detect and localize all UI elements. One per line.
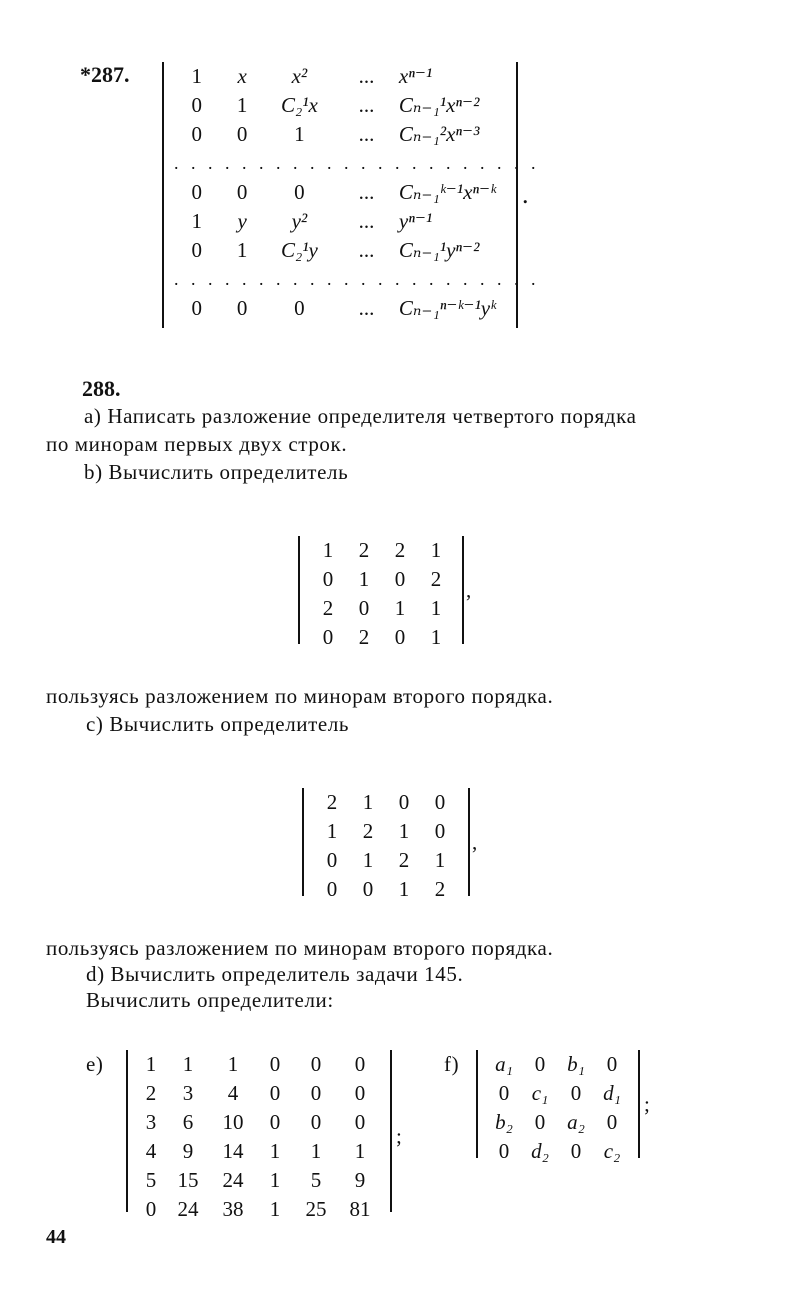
matrix-cell: 1 <box>394 596 406 620</box>
matrix-cell: a₂ <box>567 1110 585 1134</box>
matrix-row <box>174 62 540 91</box>
matrix-row <box>314 875 458 904</box>
matrix-cell: 1 <box>191 209 202 233</box>
matrix-cell: 1 <box>236 93 248 117</box>
matrix-cell: 1 <box>269 1168 281 1192</box>
matrix-cell: C₂¹y <box>280 238 318 262</box>
matrix-cell: 1 <box>398 819 410 843</box>
matrix-cell: 1 <box>398 877 410 901</box>
matrix-cell: 1 <box>294 122 305 146</box>
problem-287-number: *287. <box>80 62 130 87</box>
matrix-cell: ... <box>358 64 375 88</box>
matrix-row <box>174 207 540 236</box>
matrix-cell: 1 <box>269 1139 281 1163</box>
ellipsis-row: . . . . . . . . . . . . . . . . . . . . . . <box>174 153 540 173</box>
matrix-cell: 0 <box>394 625 406 649</box>
matrix-cell: C₂¹x <box>280 93 318 117</box>
matrix-cell: 0 <box>498 1081 510 1105</box>
matrix-cell: 0 <box>354 1110 366 1134</box>
compute-line: Вычислить определители: <box>86 988 334 1012</box>
matrix-cell: 0 <box>191 180 202 204</box>
matrix-cell: 0 <box>269 1081 281 1105</box>
matrix-cell: 5 <box>310 1168 322 1192</box>
matrix-cell: 1 <box>362 848 374 872</box>
matrix-cell: y <box>237 209 247 233</box>
matrix-row <box>314 788 458 817</box>
part-e-determinant <box>126 1050 392 1221</box>
matrix-cell: 2 <box>434 877 446 901</box>
matrix-cell: 0 <box>322 625 334 649</box>
determinant-b-table <box>310 536 454 652</box>
matrix-cell: 0 <box>358 596 370 620</box>
matrix-cell: 0 <box>398 790 410 814</box>
matrix-cell: Cₙ₋₁ᵏ⁻¹xⁿ⁻ᵏ <box>398 180 497 204</box>
matrix-cell: 1 <box>362 790 374 814</box>
matrix-row <box>174 149 540 178</box>
matrix-cell: d₁ <box>603 1081 621 1105</box>
matrix-cell: 0 <box>570 1139 582 1163</box>
page-number: 44 <box>46 1226 66 1248</box>
part-c-comma: , <box>472 830 478 854</box>
matrix-cell: 0 <box>310 1110 322 1134</box>
matrix-cell: 2 <box>430 567 442 591</box>
matrix-row <box>136 1050 382 1079</box>
matrix-row <box>310 594 454 623</box>
matrix-cell: 0 <box>606 1052 618 1076</box>
matrix-cell: 0 <box>236 296 248 320</box>
matrix-cell: 9 <box>182 1139 194 1163</box>
matrix-cell: 0 <box>269 1052 281 1076</box>
matrix-cell: b₁ <box>567 1052 585 1076</box>
matrix-cell: 0 <box>191 296 202 320</box>
problem-288-number: 288. <box>82 376 121 401</box>
matrix-cell: 25 <box>305 1197 327 1221</box>
matrix-cell: 1 <box>430 625 442 649</box>
matrix-cell: 4 <box>227 1081 239 1105</box>
part-f-label: f) <box>444 1052 460 1076</box>
matrix-cell: 0 <box>570 1081 582 1105</box>
matrix-cell: 0 <box>269 1110 281 1134</box>
matrix-cell: Cₙ₋₁¹yⁿ⁻² <box>398 238 480 262</box>
matrix-cell: 38 <box>222 1197 244 1221</box>
matrix-cell: 2 <box>398 848 410 872</box>
matrix-cell: 0 <box>322 567 334 591</box>
matrix-cell: 2 <box>326 790 338 814</box>
matrix-row <box>136 1195 382 1224</box>
matrix-cell: c₁ <box>531 1081 549 1105</box>
matrix-cell: 0 <box>236 122 248 146</box>
matrix-cell: 0 <box>354 1052 366 1076</box>
matrix-row <box>136 1079 382 1108</box>
matrix-cell: 1 <box>434 848 446 872</box>
matrix-cell: 0 <box>294 180 305 204</box>
matrix-cell: 0 <box>191 238 202 262</box>
matrix-cell: 2 <box>362 819 374 843</box>
matrix-cell: 1 <box>236 238 248 262</box>
matrix-row <box>174 265 540 294</box>
matrix-cell: 2 <box>394 538 406 562</box>
matrix-cell: 1 <box>227 1052 239 1076</box>
matrix-cell: Cₙ₋₁²xⁿ⁻³ <box>398 122 480 146</box>
matrix-cell: ... <box>358 296 375 320</box>
part-c-determinant <box>302 788 470 901</box>
matrix-cell: 0 <box>310 1052 322 1076</box>
matrix-cell: 0 <box>294 296 305 320</box>
matrix-cell: 5 <box>145 1168 157 1192</box>
matrix-cell: 15 <box>177 1168 199 1192</box>
part-b-comma: , <box>466 578 472 602</box>
matrix-cell: 0 <box>236 180 248 204</box>
matrix-cell: ... <box>358 180 375 204</box>
matrix-row <box>486 1050 630 1079</box>
matrix-cell: 9 <box>354 1168 366 1192</box>
matrix-cell: 0 <box>362 877 374 901</box>
matrix-cell: 0 <box>310 1081 322 1105</box>
matrix-cell: c₂ <box>603 1139 621 1163</box>
matrix-row <box>136 1108 382 1137</box>
matrix-cell: x² <box>291 64 308 88</box>
matrix-cell: yⁿ⁻¹ <box>398 209 433 233</box>
matrix-cell: 0 <box>326 848 338 872</box>
matrix-cell: 0 <box>534 1052 546 1076</box>
problem-287-end-mark: . <box>522 180 530 209</box>
matrix-cell: 0 <box>354 1081 366 1105</box>
matrix-row <box>174 178 540 207</box>
matrix-cell: a₁ <box>495 1052 513 1076</box>
matrix-row <box>310 536 454 565</box>
matrix-cell: 0 <box>434 790 446 814</box>
part-f-determinant <box>476 1050 640 1163</box>
matrix-cell: 1 <box>358 567 370 591</box>
matrix-cell: 0 <box>394 567 406 591</box>
matrix-cell: 4 <box>145 1139 157 1163</box>
matrix-cell: ... <box>358 122 375 146</box>
part-f-semicolon: ; <box>644 1092 651 1116</box>
matrix-cell: 0 <box>498 1139 510 1163</box>
matrix-cell: 1 <box>310 1139 322 1163</box>
matrix-cell: 1 <box>182 1052 194 1076</box>
matrix-cell: 24 <box>222 1168 244 1192</box>
matrix-cell: 0 <box>145 1197 157 1221</box>
matrix-cell: Cₙ₋₁ⁿ⁻ᵏ⁻¹yᵏ <box>398 296 497 320</box>
matrix-cell: 24 <box>177 1197 199 1221</box>
matrix-cell: 0 <box>326 877 338 901</box>
ellipsis-row: . . . . . . . . . . . . . . . . . . . . . . <box>174 269 540 289</box>
part-a-line-1: a) Написать разложение определителя четвертого порядка <box>84 404 637 428</box>
matrix-cell: 1 <box>354 1139 366 1163</box>
matrix-row <box>174 91 540 120</box>
matrix-cell: 0 <box>534 1110 546 1134</box>
matrix-row <box>310 623 454 652</box>
matrix-row <box>174 236 540 265</box>
matrix-row <box>136 1166 382 1195</box>
part-c-tail: пользуясь разложением по минорам второго порядка. <box>46 936 554 960</box>
part-b-tail: пользуясь разложением по минорам второго порядка. <box>46 684 554 708</box>
matrix-cell: 1 <box>145 1052 157 1076</box>
matrix-cell: 14 <box>222 1139 244 1163</box>
part-e-semicolon: ; <box>396 1124 403 1148</box>
matrix-cell: 0 <box>191 122 202 146</box>
matrix-row <box>310 565 454 594</box>
part-b-determinant <box>298 536 464 649</box>
matrix-cell: 1 <box>191 64 202 88</box>
matrix-cell: 2 <box>322 596 334 620</box>
matrix-cell: 10 <box>222 1110 244 1134</box>
problem-287-determinant <box>162 62 540 328</box>
matrix-cell: 2 <box>145 1081 157 1105</box>
matrix-cell: 1 <box>430 596 442 620</box>
part-b-line: b) Вычислить определитель <box>84 460 349 484</box>
part-c-line: c) Вычислить определитель <box>86 712 350 736</box>
matrix-row <box>486 1137 630 1166</box>
part-e-label: e) <box>86 1052 104 1076</box>
determinant-f-table <box>486 1050 630 1166</box>
matrix-cell: y² <box>291 209 308 233</box>
matrix-cell: ... <box>358 209 375 233</box>
part-d-line: d) Вычислить определитель задачи 145. <box>86 962 464 986</box>
matrix-cell: 1 <box>430 538 442 562</box>
matrix-cell: 6 <box>182 1110 194 1134</box>
matrix-cell: 1 <box>326 819 338 843</box>
matrix-cell: 3 <box>182 1081 194 1105</box>
matrix-cell: ... <box>358 93 375 117</box>
matrix-cell: 1 <box>269 1197 281 1221</box>
matrix-row <box>314 846 458 875</box>
matrix-cell: d₂ <box>531 1139 549 1163</box>
matrix-cell: 1 <box>322 538 334 562</box>
matrix-cell: 2 <box>358 625 370 649</box>
matrix-row <box>314 817 458 846</box>
matrix-row <box>486 1079 630 1108</box>
matrix-row <box>174 294 540 323</box>
determinant-e-table <box>136 1050 382 1224</box>
matrix-cell: 0 <box>191 93 202 117</box>
matrix-row <box>174 120 540 149</box>
matrix-cell: xⁿ⁻¹ <box>398 64 433 88</box>
matrix-cell: ... <box>358 238 375 262</box>
matrix-cell: 0 <box>606 1110 618 1134</box>
matrix-cell: 3 <box>145 1110 157 1134</box>
matrix-cell: b₂ <box>495 1110 513 1134</box>
matrix-row <box>486 1108 630 1137</box>
matrix-cell: 2 <box>358 538 370 562</box>
determinant-c-table <box>314 788 458 904</box>
determinant-287-table <box>174 62 540 323</box>
matrix-cell: x <box>237 64 247 88</box>
matrix-cell: 81 <box>349 1197 371 1221</box>
matrix-row <box>136 1137 382 1166</box>
matrix-cell: Cₙ₋₁¹xⁿ⁻² <box>398 93 480 117</box>
matrix-cell: 0 <box>434 819 446 843</box>
part-a-line-2: по минорам первых двух строк. <box>46 432 348 456</box>
